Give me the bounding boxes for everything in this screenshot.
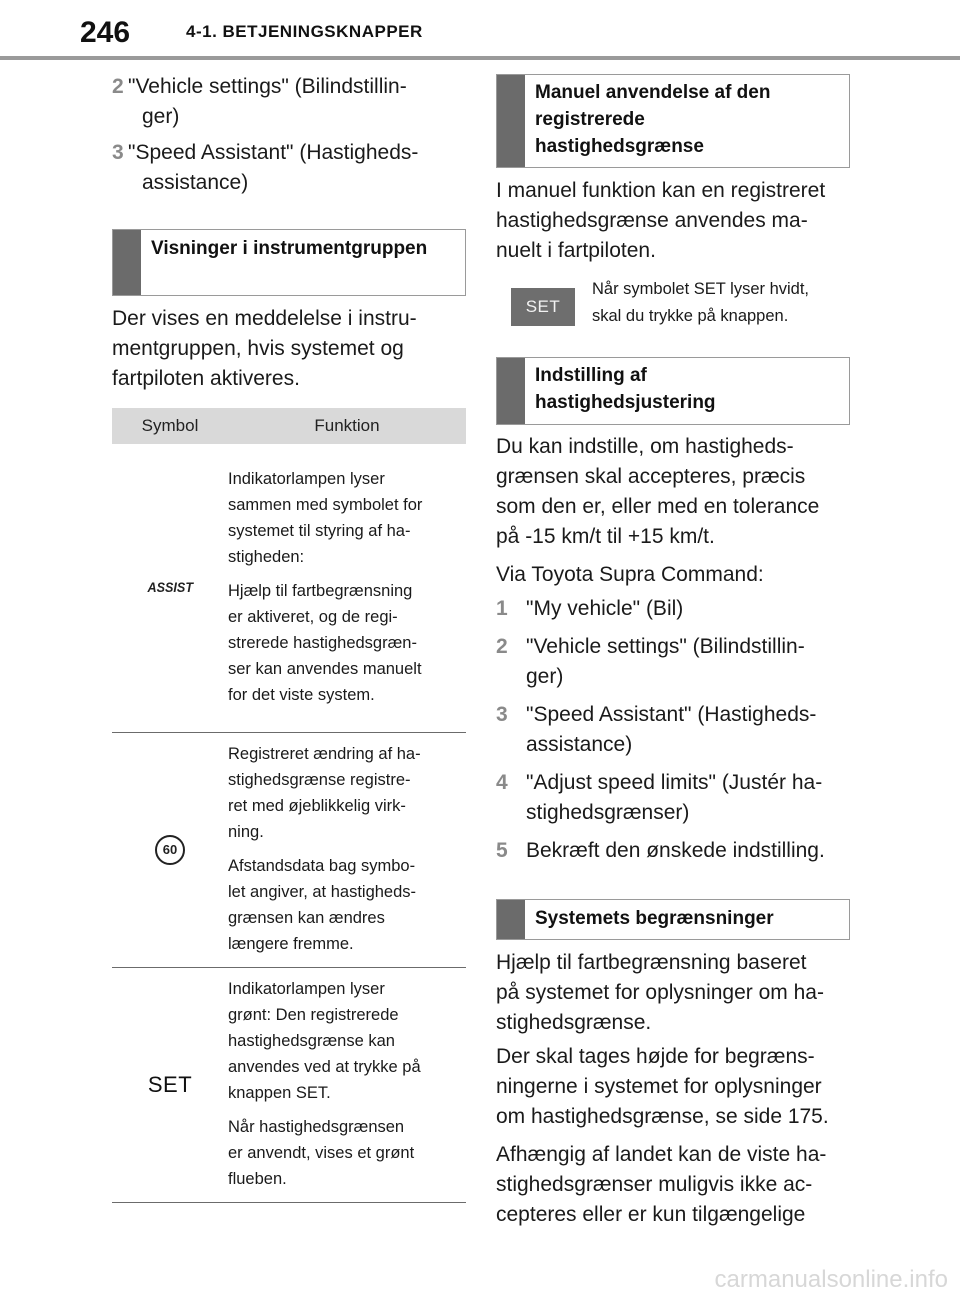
section-manuel xyxy=(496,74,850,168)
right-step-1: 1 "My vehicle" (Bil) xyxy=(496,597,684,620)
step-text: "Vehicle settings" (Bilindstillin- xyxy=(128,75,407,98)
begraensninger-paragraph-3: Afhængig af landet kan de viste ha- stighedsgrænser muligvis ikke ac- cepteres eller er kun tilgængelige xyxy=(496,1143,827,1226)
section-visninger xyxy=(112,229,466,296)
right-step-4: 4 "Adjust speed limits" (Justér ha- stighedsgrænser) xyxy=(496,771,823,824)
table-row xyxy=(112,444,466,732)
function-text: Når hastighedsgrænsen er anvendt, vises et grønt flueben. xyxy=(228,1117,415,1188)
chapter-title: 4-1. BETJENINGSKNAPPER xyxy=(186,22,423,41)
function-text: Indikatorlampen lyser sammen med symbolet for systemet til styring af ha- stigheden: xyxy=(228,469,423,566)
section-title: Manuel anvendelse af den registrerede hastighedsgrænse xyxy=(535,82,771,157)
section-title: Indstilling af hastighedsjustering xyxy=(535,365,716,413)
set-note: Når symbolet SET lyser hvidt, skal du trykke på knappen. xyxy=(592,280,810,325)
step-text: "Speed Assistant" (Hastigheds- xyxy=(128,141,419,164)
right-step-2: 2 "Vehicle settings" (Bilindstillin- ger) xyxy=(496,635,805,688)
table-header-funktion: Funktion xyxy=(228,408,466,444)
step-number: 3 xyxy=(112,141,124,164)
section-bar xyxy=(497,900,525,939)
step-text-cont: assistance) xyxy=(142,171,249,194)
watermark: carmanualsonline.info xyxy=(714,1266,948,1293)
section-bar xyxy=(497,75,525,167)
step-text-cont: ger) xyxy=(142,105,180,128)
assist-icon: ASSIST xyxy=(147,578,193,595)
header-rule xyxy=(0,56,960,60)
left-step-2 xyxy=(112,72,466,132)
function-text: Hjælp til fartbegrænsning er aktiveret, og de regi- strerede hastighedsgræn- ser kan anvendes manuelt for det viste system. xyxy=(228,581,422,704)
begraensninger-paragraph-2: Der skal tages højde for begræns- ningerne i systemet for oplysninger om hastighedsgrænse, se side 175. xyxy=(496,1045,829,1128)
left-step-3 xyxy=(112,138,466,198)
table-row xyxy=(112,967,466,1202)
function-text: Registreret ændring af ha- stighedsgrænse registre- ret med øjeblikkelig virk- ning. xyxy=(228,744,421,841)
step-number: 2 xyxy=(112,75,124,98)
table-row xyxy=(112,732,466,967)
page-number: 246 xyxy=(80,16,131,49)
section-begraensninger xyxy=(496,899,850,940)
symbol-table xyxy=(112,408,466,1203)
indstilling-paragraph: Du kan indstille, om hastigheds- grænsen skal accepteres, præcis som den er, eller med en tolerance på -15 km/t til +15 km/t. xyxy=(496,435,820,548)
function-text: Afstandsdata bag symbo- let angiver, at hastigheds- grænsen kan ændres længere fremme. xyxy=(228,856,417,953)
section-bar xyxy=(497,358,525,424)
section-indstilling xyxy=(496,357,850,425)
right-step-5: 5 Bekræft den ønskede indstilling. xyxy=(496,839,825,862)
section-title: Systemets begrænsninger xyxy=(535,908,774,929)
table-header-row xyxy=(112,408,466,444)
section-title: Visninger i instrumentgruppen xyxy=(151,238,428,259)
left-intro-paragraph: Der vises en meddelelse i instru- mentgruppen, hvis systemet og fartpiloten aktiveres. xyxy=(112,307,417,390)
section-bar xyxy=(113,230,141,295)
table-header-symbol: Symbol xyxy=(112,408,228,444)
manuel-paragraph: I manuel funktion kan en registreret hastighedsgrænse anvendes ma- nuelt i fartpiloten. xyxy=(496,179,826,262)
function-text: Indikatorlampen lyser grønt: Den registrerede hastighedsgrænse kan anvendes ved at trykke på knappen SET. xyxy=(228,979,421,1102)
set-button-icon: SET xyxy=(511,288,575,326)
set-icon: SET xyxy=(147,1071,193,1097)
right-step-3: 3 "Speed Assistant" (Hastigheds- assistance) xyxy=(496,703,817,756)
speed-limit-60-icon: 60 xyxy=(155,835,185,865)
via-command: Via Toyota Supra Command: xyxy=(496,563,764,586)
begraensninger-paragraph-1: Hjælp til fartbegrænsning baseret på systemet for oplysninger om ha- stighedsgrænse. xyxy=(496,951,824,1034)
